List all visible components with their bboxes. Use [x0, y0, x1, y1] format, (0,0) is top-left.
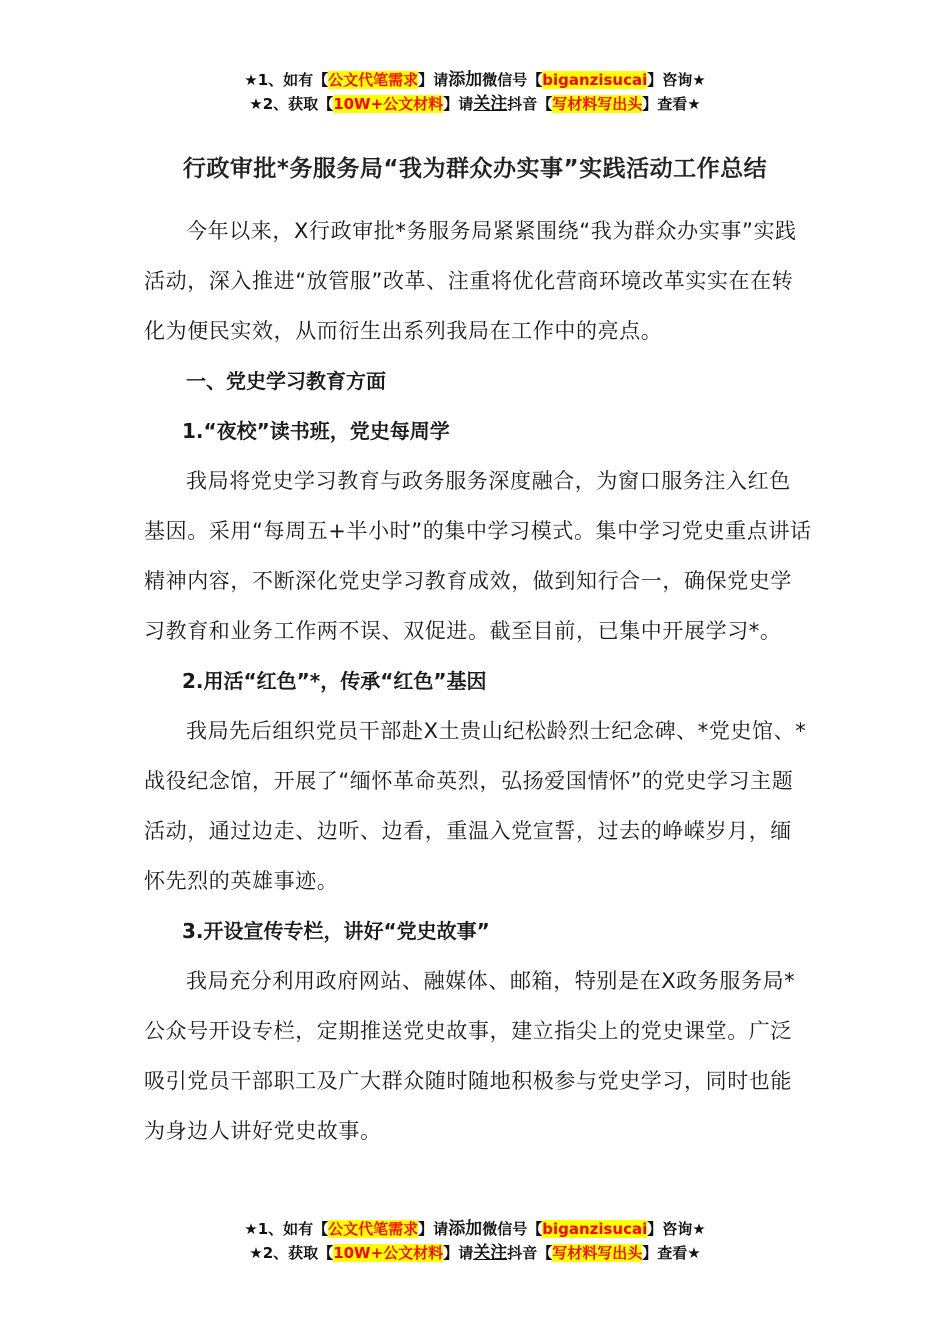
- banner-emphasis: 添加: [448, 70, 483, 90]
- banner-text: 】请: [443, 1244, 474, 1262]
- body-paragraph: 我局将党史学习教育与政务服务深度融合，为窗口服务注入红色基因。采用“每周五+半小时”的集中学习模式。集中学习党史重点讲话精神内容，不断深化党史学习教育成效，做到知行合一，确保党史学习教育和业务工作两不误、双促进。截至目前，已集中开展学习*。: [144, 469, 812, 643]
- highlight-service: 公文代笔需求: [328, 71, 419, 89]
- banner-text: 微信号【: [482, 1220, 543, 1238]
- highlight-douyin-id: 写材料写出头: [552, 1244, 643, 1262]
- document-title: 行政审批*务服务局“我为群众办实事”实践活动工作总结: [182, 156, 768, 182]
- banner-text: 】请: [443, 95, 474, 113]
- banner-emphasis: 关注: [473, 1243, 508, 1263]
- banner-line-1: [0, 1217, 950, 1241]
- banner-text: ★2、获取【: [249, 95, 334, 113]
- banner-text: 抖音【: [507, 95, 553, 113]
- highlight-materials: 10W+公文材料: [333, 95, 444, 113]
- highlight-douyin-id: 写材料写出头: [552, 95, 643, 113]
- highlight-wechat-id: biganzisucai: [542, 1220, 648, 1238]
- highlight-service: 公文代笔需求: [328, 1220, 419, 1238]
- banner-text: 微信号【: [482, 71, 543, 89]
- banner-text: 】请: [418, 71, 449, 89]
- subsection-heading: 3.开设宣传专栏，讲好“党史故事”: [182, 919, 490, 943]
- body-paragraph: 我局先后组织党员干部赴X土贵山纪松龄烈士纪念碑、*党史馆、*战役纪念馆，开展了“缅怀革命英烈，弘扬爱国情怀”的党史学习主题活动，通过边走、边听、边看，重温入党宣誓，过去的峥嵘岁月，缅怀先烈的英雄事迹。: [144, 719, 807, 893]
- banner-text: 】请: [418, 1220, 449, 1238]
- banner-text: 】查看★: [642, 1244, 701, 1262]
- subsection-heading: 1.“夜校”读书班，党史每周学: [182, 419, 450, 443]
- top-banner: [0, 68, 950, 116]
- body-paragraph: 我局充分利用政府网站、融媒体、邮箱，特别是在X政务服务局*公众号开设专栏，定期推送党史故事，建立指尖上的党史课堂。广泛吸引党员干部职工及广大群众随时随地积极参与党史学习，同时也能为身边人讲好党史故事。: [144, 969, 796, 1143]
- banner-text: 】咨询★: [647, 71, 706, 89]
- banner-line-1: [0, 68, 950, 92]
- banner-emphasis: 关注: [473, 94, 508, 114]
- bottom-banner: [0, 1217, 950, 1265]
- banner-text: 】查看★: [642, 95, 701, 113]
- document-body: [144, 206, 812, 1156]
- highlight-materials: 10W+公文材料: [333, 1244, 444, 1262]
- banner-text: ★1、如有【: [244, 71, 329, 89]
- banner-line-2: [0, 1241, 950, 1265]
- intro-paragraph: 今年以来，X行政审批*务服务局紧紧围绕“我为群众办实事”实践活动，深入推进“放管服”改革、注重将优化营商环境改革实实在在转化为便民实效，从而衍生出系列我局在工作中的亮点。: [144, 219, 797, 343]
- banner-text: 】咨询★: [647, 1220, 706, 1238]
- banner-text: ★1、如有【: [244, 1220, 329, 1238]
- highlight-wechat-id: biganzisucai: [542, 71, 648, 89]
- subsection-heading: 2.用活“红色”*，传承“红色”基因: [182, 669, 487, 693]
- banner-text: ★2、获取【: [249, 1244, 334, 1262]
- banner-line-2: [0, 92, 950, 116]
- banner-text: 抖音【: [507, 1244, 553, 1262]
- section-heading: 一、党史学习教育方面: [186, 369, 386, 393]
- banner-emphasis: 添加: [448, 1219, 483, 1239]
